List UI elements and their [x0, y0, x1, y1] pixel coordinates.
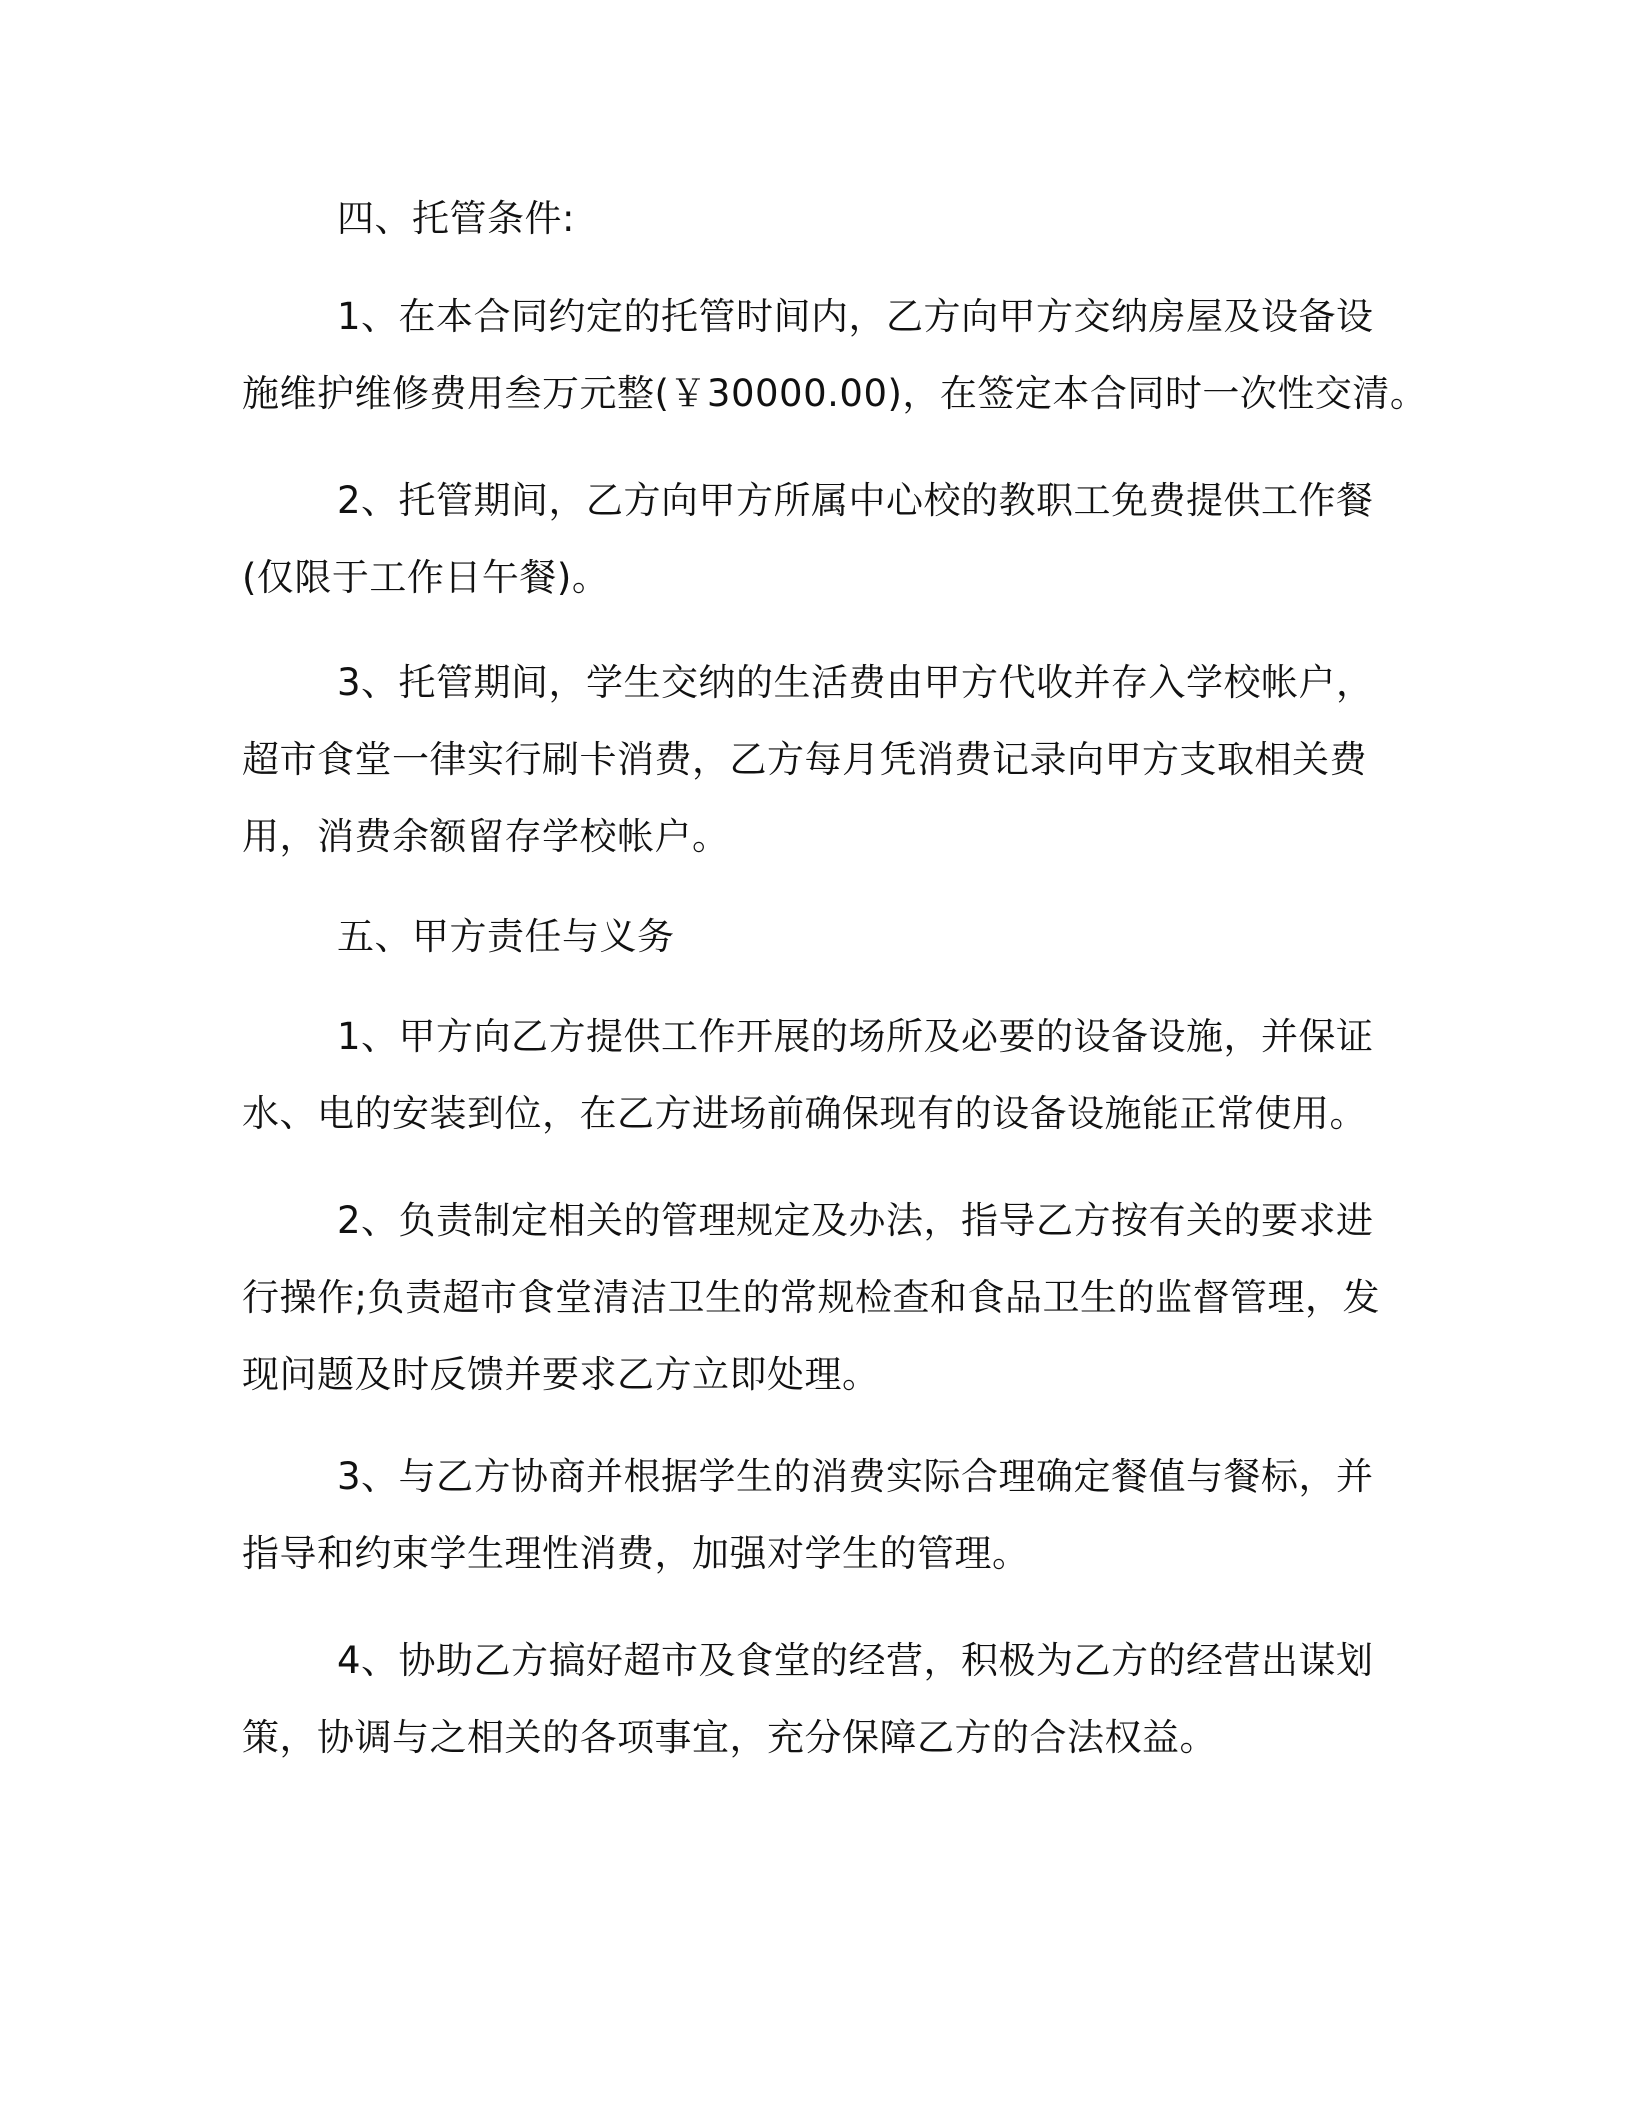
- clause-5-2: [242, 1182, 1380, 1413]
- paragraph-line: 水、电的安装到位，在乙方进场前确保现有的设备设施能正常使用。: [242, 1092, 1367, 1135]
- clause-4-2: [242, 462, 1374, 616]
- paragraph-line: 3、托管期间，学生交纳的生活费由甲方代收并存入学校帐户，: [337, 661, 1374, 704]
- clause-4-1: [242, 278, 1428, 432]
- clause-5-3: [242, 1438, 1374, 1592]
- paragraph-line: 施维护维修费用叁万元整(￥30000.00)，在签定本合同时一次性交清。: [242, 372, 1428, 415]
- section-heading-5: 五、甲方责任与义务: [337, 915, 675, 958]
- paragraph-line: 指导和约束学生理性消费，加强对学生的管理。: [242, 1532, 1030, 1575]
- paragraph-line: 2、托管期间，乙方向甲方所属中心校的教职工免费提供工作餐: [337, 479, 1374, 522]
- clause-5-1: [242, 998, 1374, 1152]
- clause-5-4: [242, 1622, 1374, 1776]
- paragraph-line: 超市食堂一律实行刷卡消费，乙方每月凭消费记录向甲方支取相关费: [242, 738, 1367, 781]
- clause-4-3: [242, 644, 1374, 875]
- paragraph-line: 1、在本合同约定的托管时间内，乙方向甲方交纳房屋及设备设: [337, 295, 1374, 338]
- paragraph-line: 1、甲方向乙方提供工作开展的场所及必要的设备设施，并保证: [337, 1015, 1374, 1058]
- section-heading-4: 四、托管条件:: [337, 197, 575, 240]
- paragraph-line: 用，消费余额留存学校帐户。: [242, 815, 730, 858]
- paragraph-line: 现问题及时反馈并要求乙方立即处理。: [242, 1353, 880, 1396]
- paragraph-line: 行操作;负责超市食堂清洁卫生的常规检查和食品卫生的监督管理，发: [242, 1276, 1380, 1319]
- paragraph-line: 3、与乙方协商并根据学生的消费实际合理确定餐值与餐标，并: [337, 1455, 1374, 1498]
- paragraph-line: 2、负责制定相关的管理规定及办法，指导乙方按有关的要求进: [337, 1199, 1374, 1242]
- paragraph-line: 4、协助乙方搞好超市及食堂的经营，积极为乙方的经营出谋划: [337, 1639, 1374, 1682]
- paragraph-line: (仅限于工作日午餐)。: [242, 556, 610, 599]
- paragraph-line: 策，协调与之相关的各项事宜，充分保障乙方的合法权益。: [242, 1716, 1217, 1759]
